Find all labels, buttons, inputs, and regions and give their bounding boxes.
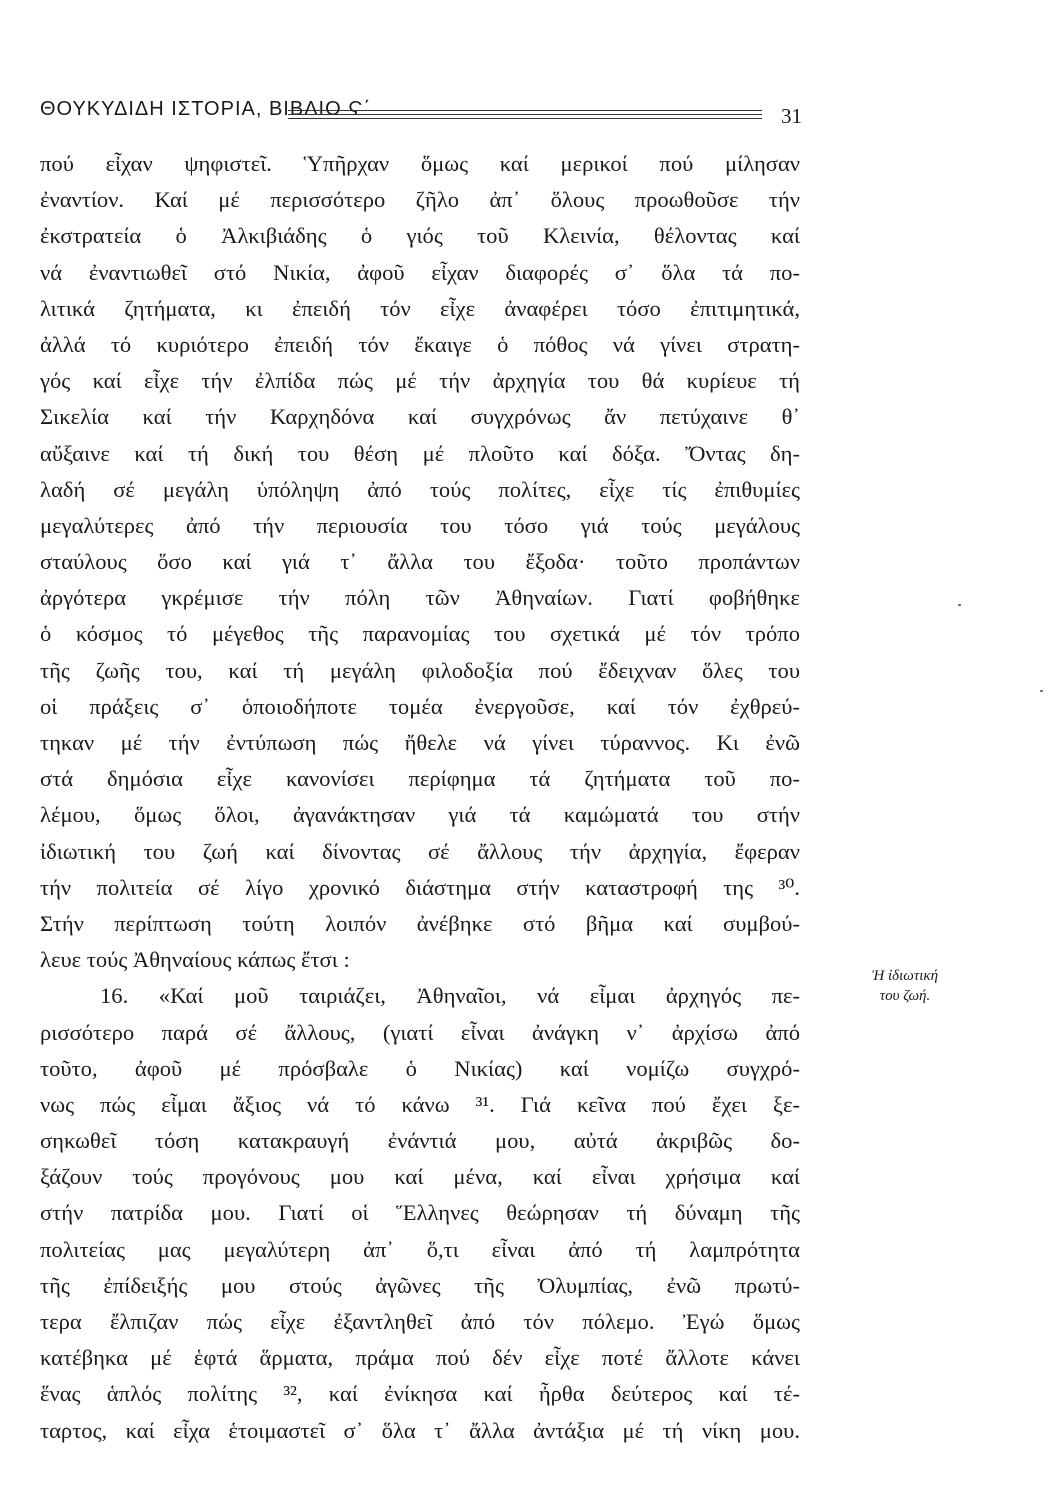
text-line: τήν πολιτεία σέ λίγο χρονικό διάστημα στήν καταστροφή της ³⁰. xyxy=(40,874,800,900)
text-line: πολιτείας μας μεγαλύτερη ἀπ᾽ ὅ,τι εἶναι ἀπό τή λαμπρότητα xyxy=(40,1236,800,1262)
text-line: νά ἐναντιωθεῖ στό Νικία, ἀφοῦ εἶχαν διαφορές σ᾽ ὅλα τά πο- xyxy=(40,259,800,285)
text-line: Στήν περίπτωση τούτη λοιπόν ἀνέβηκε στό βῆμα καί συμβού- xyxy=(40,910,800,936)
text-line: τηκαν μέ τήν ἐντύπωση πώς ἤθελε νά γίνει τύραννος. Κι ἐνῶ xyxy=(40,730,800,755)
body-text xyxy=(40,146,800,1449)
marginal-note xyxy=(840,966,970,1006)
marginal-note-line: Ἡ ἰδιωτική xyxy=(871,968,939,984)
text-line: ἀλλά τό κυριότερο ἐπειδή τόν ἔκαιγε ὁ πόθος νά γίνει στρατη- xyxy=(40,331,800,357)
text-line: τῆς ζωῆς του, καί τή μεγάλη φιλοδοξία πού ἔδειχναν ὅλες του xyxy=(40,657,800,683)
text-line: λέμου, ὅμως ὅλοι, ἀγανάκτησαν γιά τά καμώματά του στήν xyxy=(40,802,800,828)
text-line: μεγαλύτερες ἀπό τήν περιουσία του τόσο γιά τούς μεγάλους xyxy=(40,512,800,538)
text-line: τοῦτο, ἀφοῦ μέ πρόσβαλε ὁ Νικίας) καί νομίζω συγχρό- xyxy=(40,1055,800,1081)
text-line: τῆς ἐπίδειξής μου στούς ἀγῶνες τῆς Ὀλυμπίας, ἐνῶ πρωτύ- xyxy=(40,1272,800,1298)
text-line: σταύλους ὅσο καί γιά τ᾽ ἄλλα του ἔξοδα· τοῦτο προπάντων xyxy=(40,549,800,575)
text-line: τερα ἔλπιζαν πώς εἶχε ἐξαντληθεῖ ἀπό τόν πόλεμο. Ἐγώ ὅμως xyxy=(40,1309,800,1334)
text-line: ξάζουν τούς προγόνους μου καί μένα, καί εἶναι χρήσιμα καί xyxy=(40,1164,800,1190)
text-line: ἐκστρατεία ὁ Ἀλκιβιάδης ὁ γιός τοῦ Κλεινία, θέλοντας καί xyxy=(40,223,800,249)
text-line: ἰδιωτική του ζωή καί δίνοντας σέ ἄλλους τήν ἀρχηγία, ἔφεραν xyxy=(40,838,800,864)
running-title: ΘΟΥΚΥΔΙΔΗ ΙΣΤΟΡΙΑ, ΒΙΒΛΙΟ Ϛ΄ xyxy=(40,98,372,120)
text-line: λαδή σέ μεγάλη ὑπόληψη ἀπό τούς πολίτες, εἶχε τίς ἐπιθυμίες xyxy=(40,476,800,502)
text-line: Σικελία καί τήν Καρχηδόνα καί συγχρόνως ἄν πετύχαινε θ᾽ xyxy=(40,404,800,430)
header-rule xyxy=(288,118,762,119)
text-line: ἀργότερα γκρέμισε τήν πόλη τῶν Ἀθηναίων. Γιατί φοβήθηκε xyxy=(40,585,800,611)
text-line: νως πώς εἶμαι ἄξιος νά τό κάνω ³¹. Γιά κεῖνα πού ἔχει ξε- xyxy=(40,1091,800,1117)
text-line: ρισσότερο παρά σέ ἄλλους, (γιατί εἶναι ἀνάγκη ν᾽ ἀρχίσω ἀπό xyxy=(40,1019,800,1045)
text-line: στήν πατρίδα μου. Γιατί οἱ Ἕλληνες θεώρησαν τή δύναμη τῆς xyxy=(40,1200,800,1226)
page-number: 31 xyxy=(781,104,802,128)
text-line: ὁ κόσμος τό μέγεθος τῆς παρανομίας του σχετικά μέ τόν τρόπο xyxy=(40,621,800,647)
text-line: σηκωθεῖ τόση κατακραυγή ἐνάντιά μου, αὐτά ἀκριβῶς δο- xyxy=(40,1128,800,1154)
text-line: λιτικά ζητήματα, κι ἐπειδή τόν εἶχε ἀναφέρει τόσο ἐπιτιμητικά, xyxy=(40,295,800,321)
marginal-note-line: του ζωή. xyxy=(879,988,931,1004)
scan-speck xyxy=(958,604,961,606)
header-rule xyxy=(288,114,762,115)
text-line: λευε τούς Ἀθηναίους κάπως ἔτσι : xyxy=(40,947,350,973)
text-line: ταρτος, καί εἶχα ἑτοιμαστεῖ σ᾽ ὅλα τ᾽ ἄλλα ἀντάξια μέ τή νίκη μου. xyxy=(40,1417,800,1443)
text-line: στά δημόσια εἶχε κανονίσει περίφημα τά ζητήματα τοῦ πο- xyxy=(40,766,800,792)
text-line: γός καί εἶχε τήν ἐλπίδα πώς μέ τήν ἀρχηγία του θά κυρίευε τή xyxy=(40,368,800,394)
text-line: πού εἶχαν ψηφιστεῖ. Ὑπῆρχαν ὅμως καί μερικοί πού μίλησαν xyxy=(40,151,800,176)
text-line: κατέβηκα μέ ἑφτά ἅρματα, πράμα πού δέν εἶχε ποτέ ἄλλοτε κάνει xyxy=(40,1345,800,1371)
header-rule xyxy=(288,110,762,111)
text-line: ἕνας ἁπλός πολίτης ³², καί ἐνίκησα καί ἦρθα δεύτερος καί τέ- xyxy=(40,1381,800,1407)
scan-speck xyxy=(1040,690,1043,692)
section-start-line: 16. «Καί μοῦ ταιριάζει, Ἀθηναῖοι, νά εἶμαι ἀρχηγός πε- xyxy=(100,983,800,1009)
text-line: οἱ πράξεις σ᾽ ὁποιοδήποτε τομέα ἐνεργοῦσε, καί τόν ἐχθρεύ- xyxy=(40,693,800,719)
text-line: αὔξαινε καί τή δική του θέση μέ πλοῦτο καί δόξα. Ὄντας δη- xyxy=(40,440,800,466)
text-line: ἐναντίον. Καί μέ περισσότερο ζῆλο ἀπ᾽ ὅλους προωθοῦσε τήν xyxy=(40,187,800,213)
running-header xyxy=(40,92,802,132)
